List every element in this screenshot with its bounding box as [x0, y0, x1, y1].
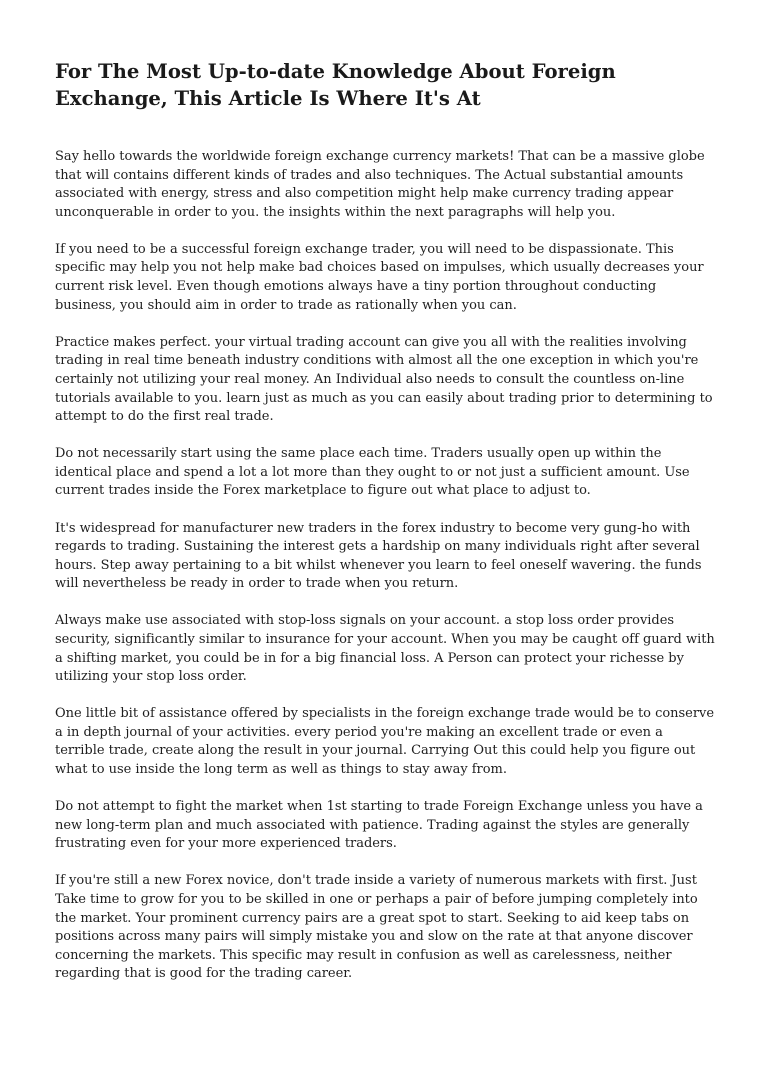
paragraph-3: Practice makes perfect. your virtual trading account can give you all with the realities involving trading in real time beneath industry conditions with almost all the one exception in which you're certainly not utilizing your real money. An Individual also needs to consult the countless on-line tutorials available to you. learn just as much as you can easily about trading prior to determining to attempt to do the first real trade. — [55, 334, 713, 425]
paragraph-1: Say hello towards the worldwide foreign exchange currency markets! That can be a massive globe that will contains different kinds of trades and also techniques. The Actual substantial amounts associated with energy, stress and also competition might help make currency trading appear unconquerable in order to you. the insights within the next paragraphs will help you. — [55, 149, 705, 220]
document-page — [55, 58, 715, 1002]
paragraph-6: Always make use associated with stop-loss signals on your account. a stop loss order provides security, significantly similar to insurance for your account. When you may be caught off guard with a shifting market, you could be in for a big financial loss. A Person can protect your richesse by utilizing your stop loss order. — [55, 613, 715, 685]
paragraph-2: If you need to be a successful foreign exchange trader, you will need to be dispassionate. This specific may help you not help make bad choices based on impulses, which usually decreases your current risk level. Even though emotions always have a tiny portion throughout conducting business, you should aim in order to trade as rationally when you can. — [55, 241, 704, 313]
paragraph-7: One little bit of assistance offered by specialists in the foreign exchange trade would be to conserve a in depth journal of your activities. every period you're making an excellent trade or even a terrible trade, create along the result in your journal. Carrying Out this could help you figure out what to use inside the long term as well as things to stay away from. — [55, 706, 715, 778]
paragraph-9: If you're still a new Forex novice, don't trade inside a variety of numerous markets with first. Just Take time to grow for you to be skilled in one or perhaps a pair of before jumping completely into the market. Your prominent currency pairs are a great spot to start. Seeking to aid keep tabs on positions across many pairs will simply mistake you and slow on the rate at that anyone discover concerning the markets. This specific may result in confusion as well as carelessness, neither regarding that is good for the trading career. — [55, 873, 698, 982]
document-title: For The Most Up-to-date Knowledge About Foreign Exchange, This Article Is Where It's At — [55, 60, 616, 110]
paragraph-4: Do not necessarily start using the same place each time. Traders usually open up within the identical place and spend a lot a lot more than they ought to or not just a sufficient amount. Use current trades inside the Forex marketplace to figure out what place to adjust to. — [55, 446, 690, 499]
paragraph-5: It's widespread for manufacturer new traders in the forex industry to become very gung-ho with regards to trading. Sustaining the interest gets a hardship on many individuals right after several hours. Step away pertaining to a bit whilst whenever you learn to feel oneself wavering. the funds will nevertheless be ready in order to trade when you return. — [55, 520, 702, 592]
paragraph-8: Do not attempt to fight the market when 1st starting to trade Foreign Exchange unless you have a new long-term plan and much associated with patience. Trading against the styles are generally frustrating even for your more experienced traders. — [55, 799, 703, 852]
